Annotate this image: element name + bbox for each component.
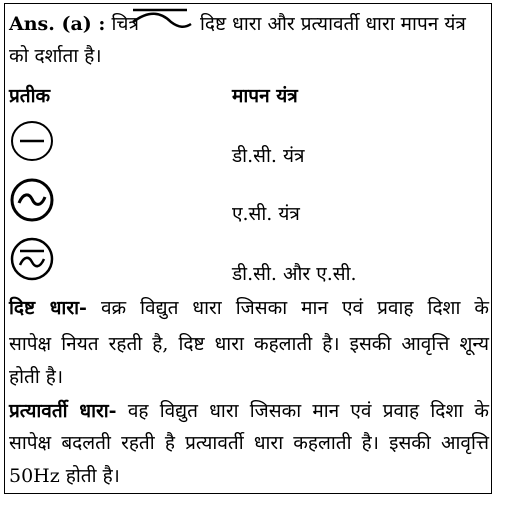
dc-term: दिष्ट धारा- [9, 297, 87, 319]
answer-text-post: दिष्ट धारा और प्रत्यावर्ती धारा मापन यंत्र [200, 13, 466, 35]
instrument-ac-dc: डी.सी. और ए.सी. [232, 263, 357, 285]
ac-dc-meter-symbol-icon [9, 236, 57, 282]
dc-def-text-1: वक्र विद्युत धारा जिसका मान एवं प्रवाह दिशा के [100, 297, 489, 319]
header-instrument: मापन यंत्र [232, 85, 298, 107]
header-symbol: प्रतीक [9, 85, 51, 107]
ac-definition-line-3: 50Hz होती है। [9, 465, 120, 487]
answer-line-2: को दर्शाता है। [9, 45, 102, 67]
instrument-dc: डी.सी. यंत्र [232, 145, 305, 167]
ac-term: प्रत्यावर्ती धारा- [9, 400, 117, 422]
ac-meter-symbol-icon [9, 177, 57, 223]
ac-def-text-1: वह विद्युत धारा जिसका मान एवं प्रवाह दिशा के [127, 400, 489, 422]
dc-definition-line-1 [9, 296, 489, 320]
instrument-ac: ए.सी. यंत्र [232, 203, 300, 225]
dc-definition-line-2: सापेक्ष नियत रहती है, दिष्ट धारा कहलाती है। इसकी आवृत्ति शून्य [9, 333, 489, 355]
dc-definition-line-3: होती है। [9, 366, 64, 388]
dc-meter-symbol-icon [9, 119, 57, 163]
answer-label: Ans. (a) : [9, 13, 106, 35]
ac-definition-line-1 [9, 399, 489, 423]
ac-definition-line-2: सापेक्ष बदलती रहती है प्रत्यावर्ती धारा कहलाती है। इसकी आवृत्ति [9, 432, 489, 454]
answer-text-pre: चित्र [111, 13, 139, 35]
answer-line-1 [9, 12, 139, 36]
tilde-waveform-icon [131, 8, 193, 30]
